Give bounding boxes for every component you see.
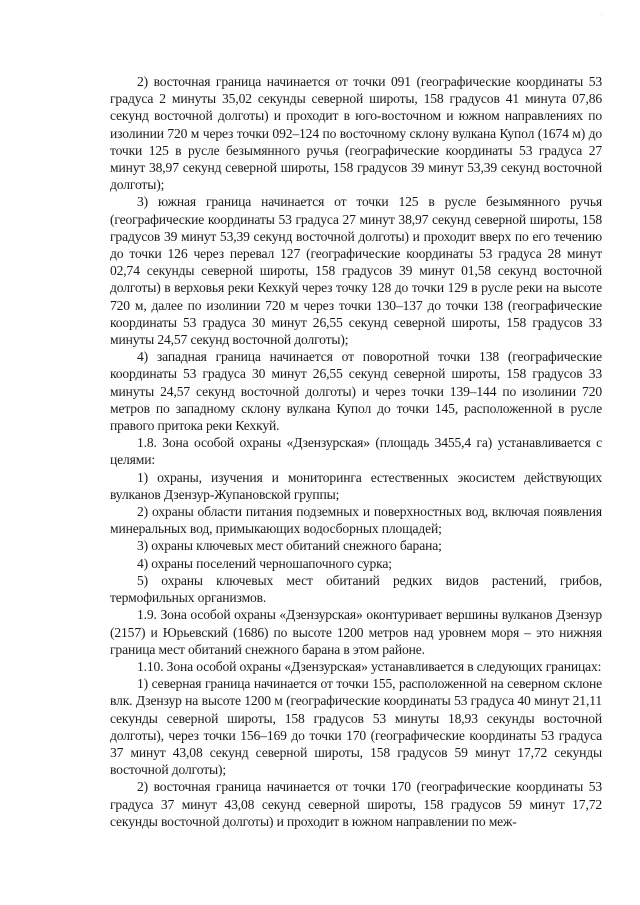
paragraph-section-1-8: 1.8. Зона особой охраны «Дзензурская» (площадь 3455,4 га) устанавливается с целями:	[110, 435, 602, 468]
paragraph-goal-2: 2) охраны области питания подземных и поверхностных вод, включая появления минеральных вод, примыкающих водосборных площадей;	[110, 504, 602, 537]
paragraph-south-border-kupol: 3) южная граница начинается от точки 125 в русле безымянного ручья (географические координаты 53 градуса 27 минут 38,97 секунд северной широты, 158 градусов 39 минут 53,39 секунд восточной долготы) и проходит вверх по его течению до точки 126 через перевал 127 (географические координаты 53 градуса 28 минут 02,74 секунды северной широты, 158 градусов 39 минут 01,58 секунд восточной долготы) в верховья реки Кехкуй через точку 128 до точки 129 в русле реки на высоте 720 м, далее по изолинии 720 м через точки 130–137 до точки 138 (географические координаты 53 градуса 30 минут 26,55 секунд северной широты, 158 градусов 33 минуты 24,57 секунд восточной долготы);	[110, 194, 602, 348]
paragraph-goal-1: 1) охраны, изучения и мониторинга естественных экосистем действующих вулканов Дзензур-Жупановской группы;	[110, 469, 602, 502]
paragraph-goal-3: 3) охраны ключевых мест обитаний снежного барана;	[137, 538, 442, 554]
paragraph-section-1-10: 1.10. Зона особой охраны «Дзензурская» устанавливается в следующих границах:	[137, 658, 602, 674]
paragraph-north-border-dzenzur: 1) северная граница начинается от точки 155, расположенной на северном склоне влк. Дзензур на высоте 1200 м (географические координаты 53 градуса 40 минут 21,11 секунды северной широты, 158 градусов 53 минуты 18,93 секунды восточной долготы), через точки 156–169 до точки 170 (географические координаты 53 градуса 37 минут 43,08 секунд северной широты, 158 градусов 59 минут 17,72 секунды восточной долготы);	[110, 676, 602, 778]
page-corner-mark: ·	[601, 12, 603, 18]
paragraph-goal-5: 5) охраны ключевых мест обитаний редких видов растений, грибов, термофильных организмов.	[110, 572, 602, 606]
paragraph-west-border-kupol: 4) западная граница начинается от поворотной точки 138 (географические координаты 53 градуса 30 минут 26,55 секунд северной широты, 158 градусов 33 минуты 24,57 секунд восточной долготы) и через точки 139–144 по изолинии 720 метров по западному склону вулкана Купол до точки 145, расположенной в русле правого притока реки Кехкуй.	[110, 349, 602, 434]
paragraph-east-border-dzenzur: 2) восточная граница начинается от точки 170 (географические координаты 53 градуса 37 минут 43,08 секунд северной широты, 158 градусов 59 минут 17,72 секунды восточной долготы) и проходит в южном направлении по меж-	[110, 779, 602, 829]
paragraph-section-1-9: 1.9. Зона особой охраны «Дзензурская» оконтуривает вершины вулканов Дзензур (2157) и Юрьевский (1686) по высоте 1200 метров над уровнем моря – это нижняя граница мест обитаний снежного барана в этом районе.	[110, 607, 602, 657]
document-body	[110, 73, 602, 830]
paragraph-east-border-kupol: 2) восточная граница начинается от точки 091 (географические координаты 53 градуса 2 минуты 35,02 секунды северной широты, 158 градусов 41 минута 07,86 секунд восточной долготы) и проходит в юго-восточном и южном направлениях по изолинии 720 м через точки 092–124 по восточному склону вулкана Купол (1674 м) до точки 125 в русле безымянного ручья (географические координаты 53 градуса 27 минут 38,97 секунд северной широты, 158 градусов 39 минут 53,39 секунд восточной долготы);	[110, 74, 602, 193]
paragraph-goal-4: 4) охраны поселений черношапочного сурка;	[137, 555, 392, 571]
